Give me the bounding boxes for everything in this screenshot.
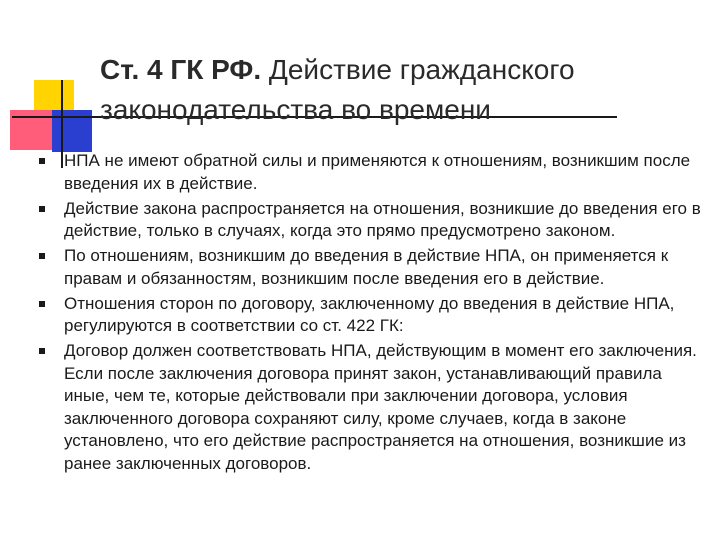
bullet-list — [36, 150, 706, 478]
title-rest: Действие гражданского законодательства во времени — [100, 54, 575, 125]
bullet-text: Договор должен соответствовать НПА, действующим в момент его заключения. Если после заключения договора принят закон, устанавливающий правила иные, чем те, которые действовали при заключении договора, условия заключенного договора сохраняют силу, кроме случаев, когда в законе установлено, что его действие распространяется на отношения, возникшие из ранее заключенных договоров. — [64, 341, 697, 473]
title-bold: Ст. 4 ГК РФ. — [100, 54, 262, 85]
bullet-text: По отношениям, возникшим до введения в действие НПА, он применяется к правам и обязанностям, возникшим после введения его в действие. — [64, 246, 669, 288]
slide-title — [100, 50, 700, 130]
bullet-item-1 — [36, 150, 706, 195]
bullet-item-4 — [36, 293, 706, 338]
bullet-square-icon — [39, 301, 45, 307]
bullet-square-icon — [39, 206, 45, 212]
bullet-item-2 — [36, 198, 706, 243]
bullet-square-icon — [39, 253, 45, 259]
bullet-square-icon — [39, 348, 45, 354]
bullet-text: Действие закона распространяется на отношения, возникшие до введения его в действие, только в случаях, когда это прямо предусмотрено законом. — [64, 198, 701, 240]
bullet-text: Отношения сторон по договору, заключенному до введения в действие НПА, регулируются в соответствии со ст. 422 ГК: — [64, 293, 675, 335]
bullet-item-3 — [36, 245, 706, 290]
bullet-square-icon — [39, 158, 45, 164]
bullet-item-5 — [36, 340, 706, 475]
bullet-text: НПА не имеют обратной силы и применяются к отношениям, возникшим после введения их в действие. — [64, 151, 691, 193]
